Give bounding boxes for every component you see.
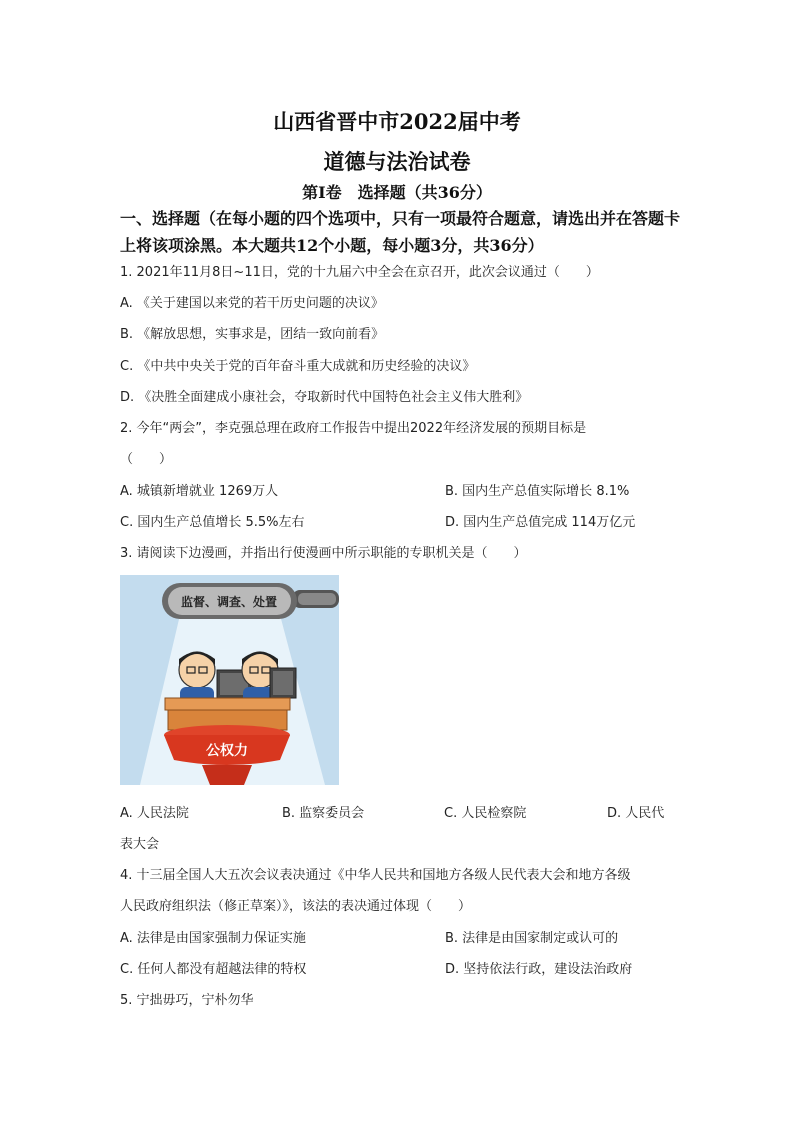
q2-stem-cont: （ ） [120, 452, 173, 467]
exam-subject: 道德与法治试卷 [323, 149, 471, 174]
q1-option-c: C. 《中共中央关于党的百年奋斗重大成就和历史经验的决议》 [120, 359, 476, 374]
cartoon-image [120, 575, 339, 785]
q3-option-d-cont: 表大会 [120, 837, 160, 852]
q1-option-a: A. 《关于建国以来党的若干历史问题的决议》 [120, 296, 384, 311]
part-heading: 第Ⅰ卷 选择题（共36分） [302, 183, 492, 202]
q4-stem-cont: 人民政府组织法（修正草案）》，该法的表决通过体现（ ） [120, 899, 472, 914]
q2-option-b: B. 国内生产总值实际增长 8.1% [445, 484, 630, 499]
cartoon-top-label: 监督、调查、处置 [180, 595, 278, 609]
q2-stem: 2. 今年“两会”，李克强总理在政府工作报告中提出2022年经济发展的预期目标是 [120, 421, 587, 436]
q2-option-a: A. 城镇新增就业 1269万人 [120, 484, 279, 499]
q3-option-c: C. 人民检察院 [444, 806, 527, 821]
q3-option-b: B. 监察委员会 [282, 806, 365, 821]
q3-option-d: D. 人民代 [607, 806, 665, 821]
q4-option-a: A. 法律是由国家强制力保证实施 [120, 931, 306, 946]
q1-stem: 1. 2021年11月8日~11日，党的十九届六中全会在京召开，此次会议通过（ ） [120, 265, 599, 280]
cartoon-bottom-label: 公权力 [206, 743, 248, 759]
q1-option-b: B. 《解放思想，实事求是，团结一致向前看》 [120, 327, 385, 342]
q3-stem: 3. 请阅读下边漫画，并指出行使漫画中所示职能的专职机关是（ ） [120, 546, 527, 561]
q3-option-a: A. 人民法院 [120, 806, 189, 821]
q4-option-d: D. 坚持依法行政，建设法治政府 [445, 962, 633, 977]
q4-option-b: B. 法律是由国家制定或认可的 [445, 931, 619, 946]
q1-option-d: D. 《决胜全面建成小康社会，夺取新时代中国特色社会主义伟大胜利》 [120, 390, 529, 405]
q4-option-c: C. 任何人都没有超越法律的特权 [120, 962, 307, 977]
q4-stem: 4. 十三届全国人大五次会议表决通过《中华人民共和国地方各级人民代表大会和地方各级 [120, 868, 631, 883]
q2-option-c: C. 国内生产总值增长 5.5%左右 [120, 515, 305, 530]
q2-option-d: D. 国内生产总值完成 114万亿元 [445, 515, 636, 530]
section-instruction: 一、选择题（在每小题的四个选项中，只有一项最符合题意，请选出并在答题卡上将该项涂黑。本大题共12个小题，每小题3分，共36分） [120, 209, 681, 255]
q5-stem: 5. 宁拙毋巧，宁朴勿华 [120, 993, 254, 1008]
cartoon-illustration [120, 575, 339, 785]
exam-title: 山西省晋中市2022届中考 [273, 109, 521, 134]
